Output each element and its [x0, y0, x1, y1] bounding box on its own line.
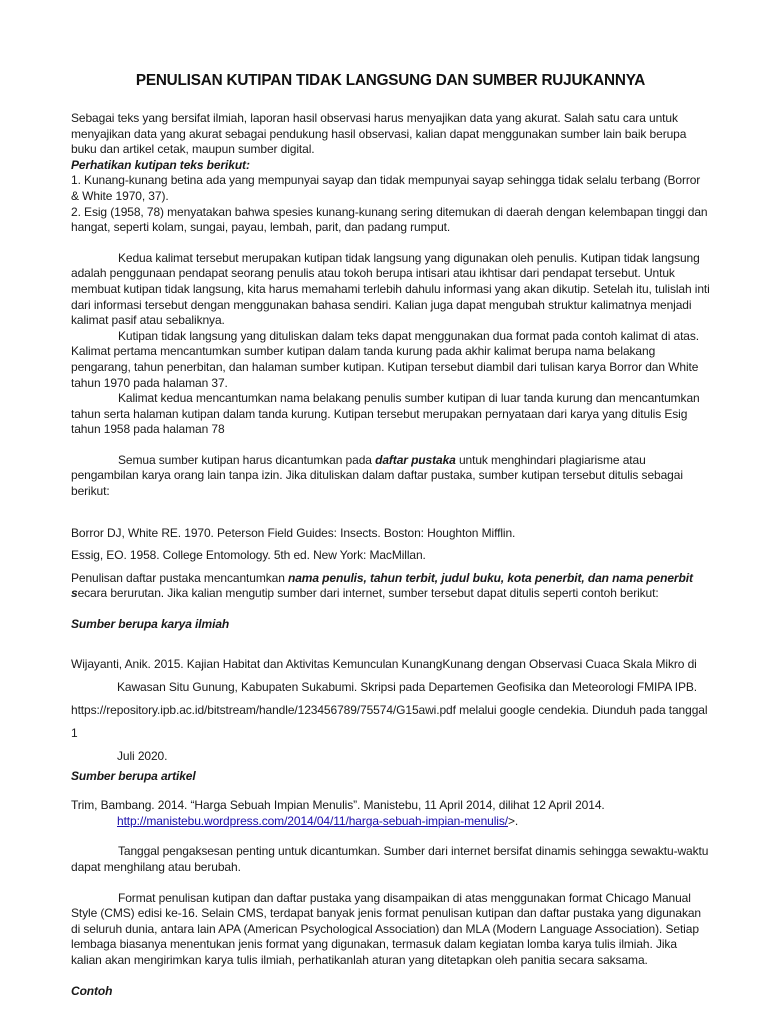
- reference-trim-text: Trim, Bambang. 2014. “Harga Sebuah Impian Menulis”. Manistebu, 11 April 2014, dilihat 12 April 2014.: [71, 798, 605, 813]
- reference-trim: [71, 798, 710, 829]
- reference-essig: Essig, EO. 1958. College Entomology. 5th ed. New York: MacMillan.: [71, 548, 426, 563]
- paragraph-bibliography: [71, 453, 710, 500]
- document-title: PENULISAN KUTIPAN TIDAK LANGSUNG DAN SUMBER RUJUKANNYA: [135, 72, 646, 89]
- reference-repository-line-2: Juli 2020.: [117, 748, 168, 763]
- reference-wijayanti-line-2: Kawasan Situ Gunung, Kabupaten Sukabumi. Skripsi pada Departemen Geofisika dan Meteorologi FMIPA IPB.: [117, 679, 698, 694]
- reference-borror: Borror DJ, White RE. 1970. Peterson Field Guides: Insects. Boston: Houghton Mifflin.: [71, 525, 516, 540]
- paragraph-bibliography-text-end: untuk menghindari plagiarisme atau pengambilan karya orang lain tanpa izin. Jika dituliskan dalam daftar pustaka, sumber kutipan tersebut ditulis sebagai berikut:: [71, 452, 683, 499]
- paragraph-two-formats: Kutipan tidak langsung yang dituliskan dalam teks dapat menggunakan dua format pada contoh kalimat di atas. Kalimat pertama mencantumkan sumber kutipan dalam tanda kurung pada akhir kalimat berupa nama belakang pengarang, tahun penerbitan, dan halaman sumber kutipan. Kutipan tersebut diambil dari tulisan karya Borror dan White tahun 1970 pada halaman 37.: [71, 328, 700, 390]
- examples-heading: Perhatikan kutipan teks berikut:: [71, 157, 250, 172]
- reference-trim-link[interactable]: http://manistebu.wordpress.com/2014/04/11/harga-sebuah-impian-menulis/: [117, 813, 508, 828]
- reference-wijayanti-line-1: Wijayanti, Anik. 2015. Kajian Habitat dan Aktivitas Kemunculan KunangKunang dengan Observasi Cuaca Skala Mikro di: [71, 656, 697, 671]
- reference-wijayanti: [71, 653, 710, 768]
- paragraph-cms-format: Format penulisan kutipan dan daftar pustaka yang disampaikan di atas menggunakan format Chicago Manual Style (CMS) edisi ke-16. Selain CMS, terdapat banyak jenis format penulisan kutipan dan daftar pustaka yang digunakan di seluruh dunia, antara lain APA (American Psychological Association) dan MLA (Modern Language Association). Setiap lembaga biasanya menentukan jenis format yang digunakan, termasuk dalam kegiatan lomba karya tulis ilmiah. Jika kalian akan mengirimkan karya tulis ilmiah, perhatikanlah aturan yang ditetapkan oleh panitia secara saksama.: [71, 890, 701, 967]
- reference-repository-line-1: https://repository.ipb.ac.id/bitstream/handle/123456789/75574/G15awi.pdf melalui google cendekia. Diunduh pada tanggal 1: [71, 702, 708, 740]
- paragraph-second-sentence: Kalimat kedua mencantumkan nama belakang penulis sumber kutipan di luar tanda kurung dan mencantumkan tahun serta halaman kutipan dalam tanda kurung. Kutipan tersebut merupakan pernyataan dari karya yang ditulis Esig tahun 1958 pada halaman 78: [71, 391, 700, 437]
- example-item-2: 2. Esig (1958, 78) menyatakan bahwa spesies kunang-kunang sering ditemukan di daerah dengan kelembapan tinggi dan hangat, seperti kolam, sungai, payau, lembah, parit, dan padang rumput.: [71, 204, 708, 235]
- intro-paragraph: Sebagai teks yang bersifat ilmiah, laporan hasil observasi harus menyajikan data yang akurat. Salah satu cara untuk menyajikan data yang akurat sebagai pendukung hasil observasi, kalian dapat menggunakan sumber lain baik berupa buku dan artikel cetak, maupun sumber digital.: [71, 111, 687, 157]
- paragraph-bibliography-order: [71, 571, 710, 602]
- bibliography-elements-emphasis: nama penulis, tahun terbit, judul buku, kota penerbit, dan nama penerbit s: [71, 570, 693, 601]
- daftar-pustaka-emphasis: daftar pustaka: [375, 452, 456, 467]
- paragraph-indirect-quote: Kedua kalimat tersebut merupakan kutipan tidak langsung yang digunakan oleh penulis. Kutipan tidak langsung adalah penggunaan pendapat seorang penulis atau tokoh berupa intisari atau ikhtisar dari pendapat tersebut. Untuk membuat kutipan tidak langsung, kita harus memahami terlebih dahulu informasi yang akan dikutip. Setelah itu, tulislah inti dari informasi tersebut dengan menggunakan bahasa sendiri. Kalian juga dapat mengubah struktur kalimatnya menjadi kalimat pasif atau sebaliknya.: [71, 250, 710, 328]
- paragraph-order-text-end: ecara berurutan. Jika kalian mengutip sumber dari internet, sumber tersebut dapat ditulis seperti contoh berikut:: [77, 586, 659, 601]
- heading-example: Contoh: [71, 983, 113, 998]
- paragraph-access-date: Tanggal pengaksesan penting untuk dicantumkan. Sumber dari internet bersifat dinamis sehingga sewaktu-waktu dapat menghilang atau berubah.: [71, 844, 709, 874]
- paragraph-bibliography-text: Semua sumber kutipan harus dicantumkan pada: [118, 452, 376, 467]
- heading-article-source: Sumber berupa artikel: [71, 768, 196, 783]
- heading-scientific-source: Sumber berupa karya ilmiah: [71, 617, 230, 632]
- example-item-1: 1. Kunang-kunang betina ada yang mempunyai sayap dan tidak mempunyai sayap sehingga tidak selalu terbang (Borror & White 1970, 37).: [71, 173, 701, 203]
- paragraph-order-text: Penulisan daftar pustaka mencantumkan: [71, 570, 288, 585]
- reference-trim-close: >.: [508, 813, 519, 828]
